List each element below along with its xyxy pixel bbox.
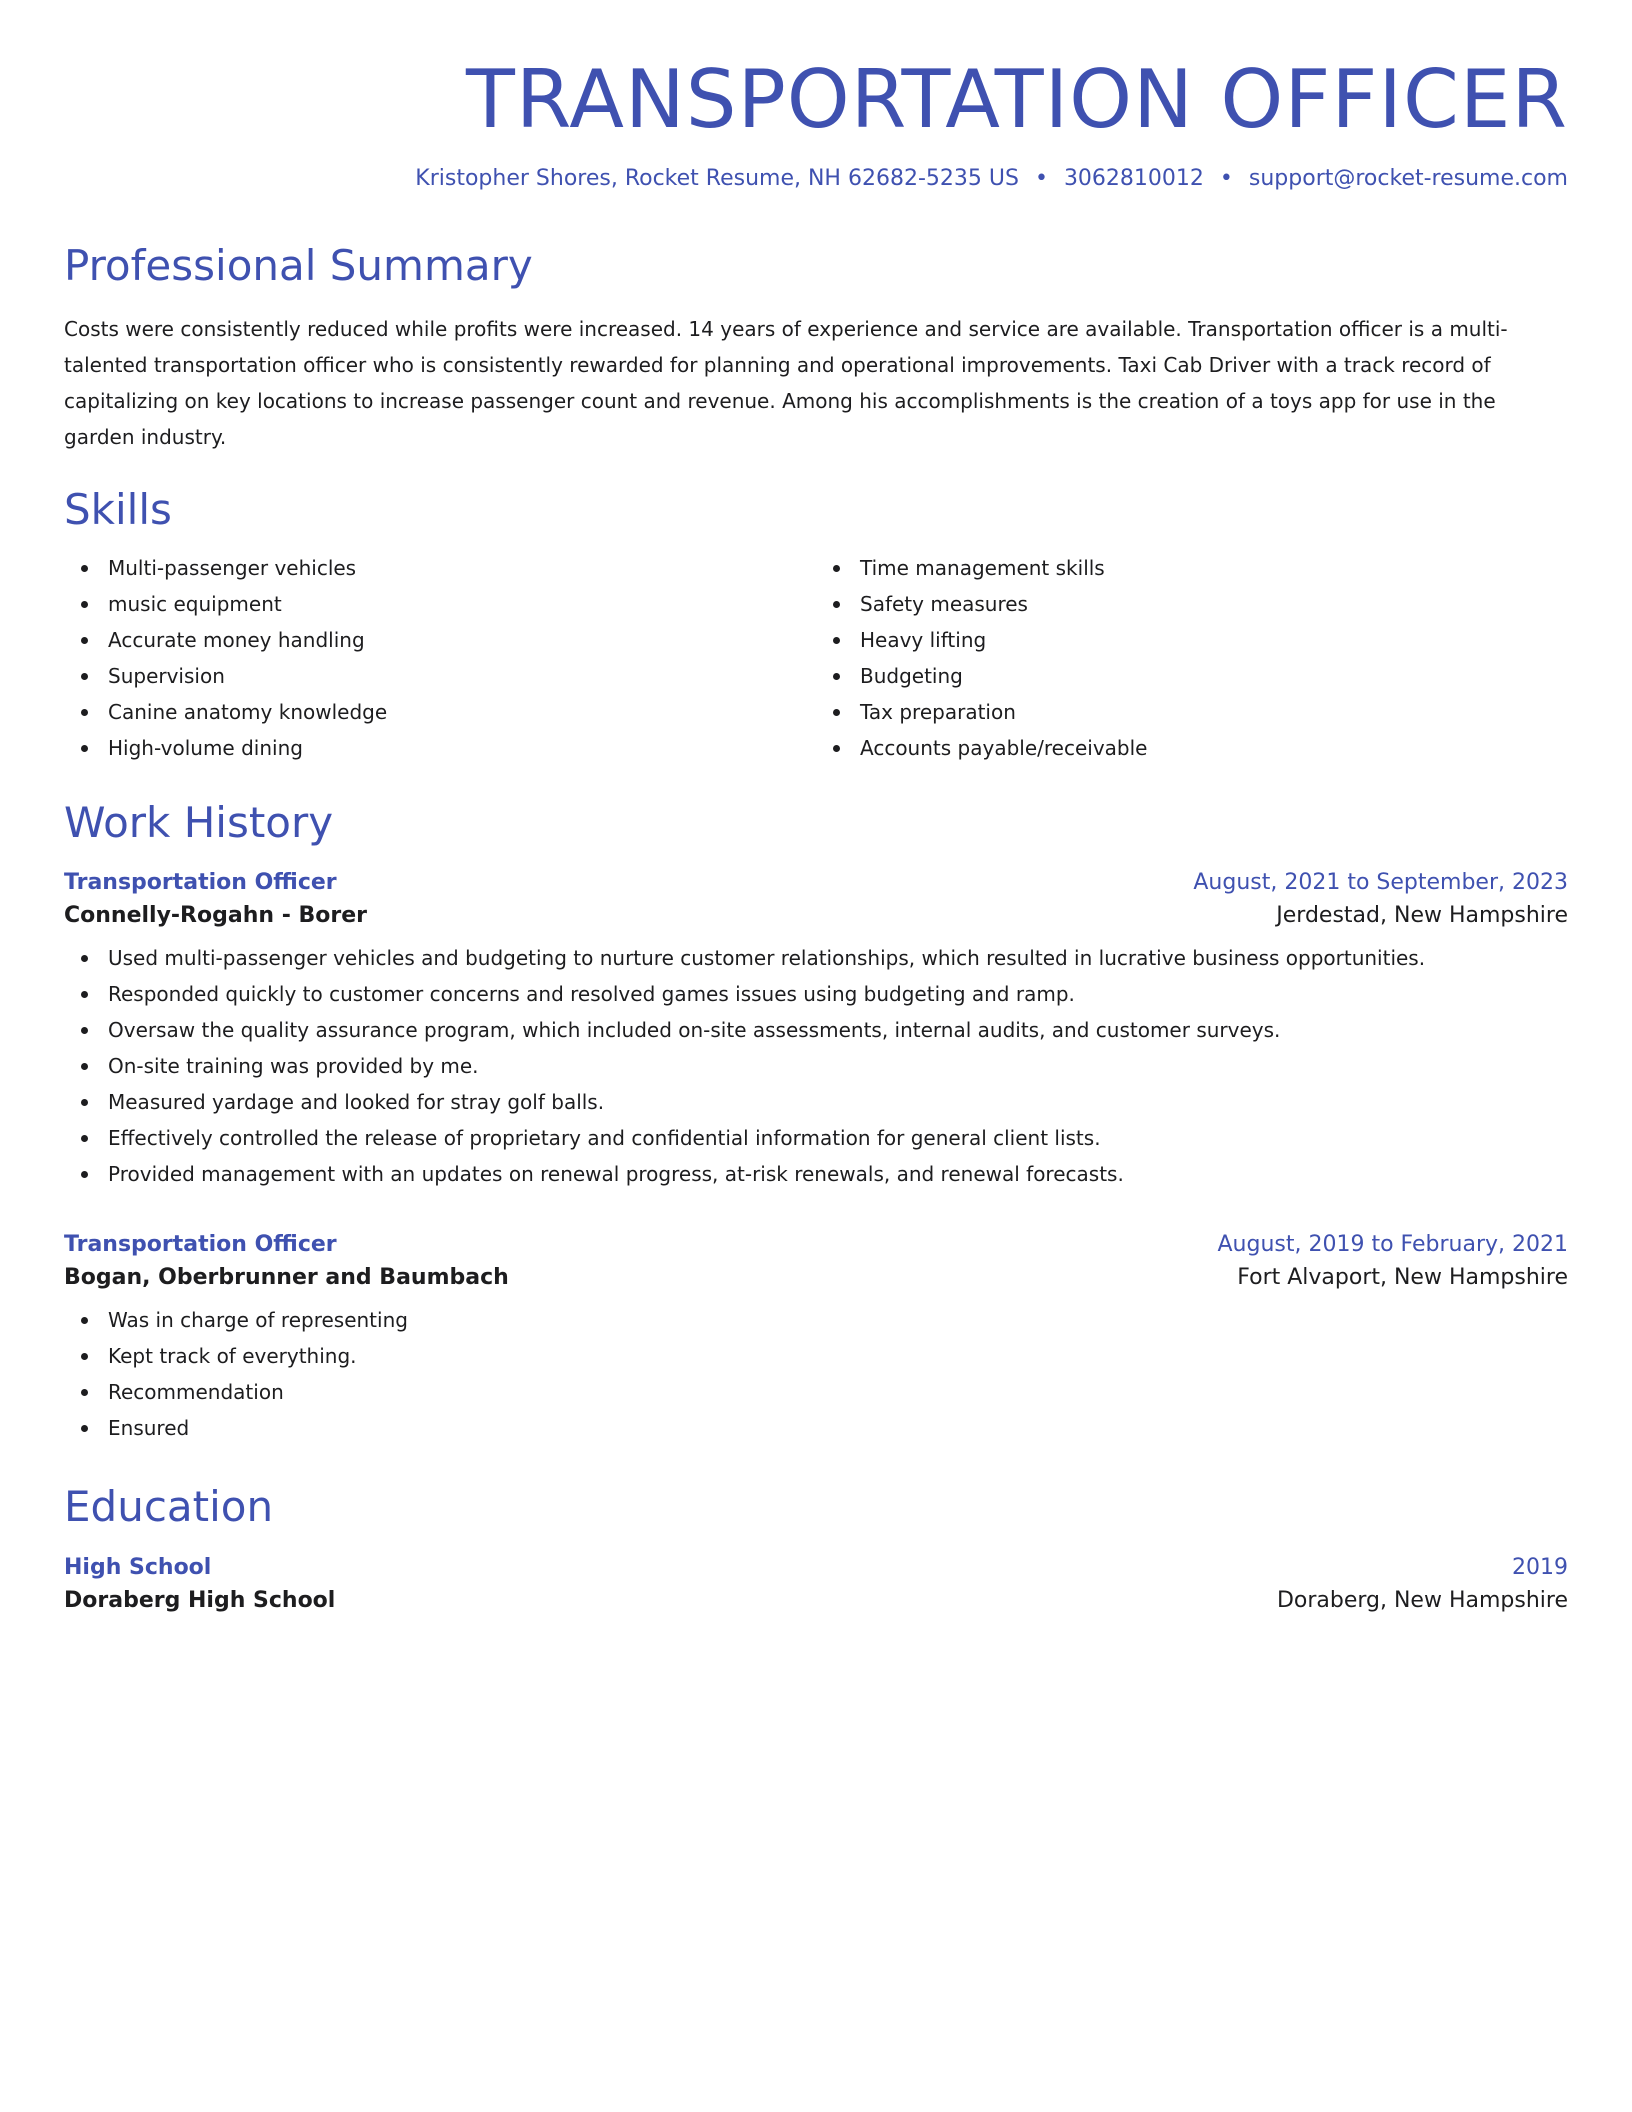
contact-address: Kristopher Shores, Rocket Resume, NH 62682-5235 US xyxy=(415,166,1019,191)
job-header-row xyxy=(64,870,1568,895)
job-bullet: Responded quickly to customer concerns and resolved games issues using budgeting and ramp. xyxy=(64,976,1568,1012)
job-dates: August, 2019 to February, 2021 xyxy=(1217,1232,1568,1258)
job-bullet: Oversaw the quality assurance program, which included on-site assessments, internal audits, and customer surveys. xyxy=(64,1012,1568,1048)
job-company-row xyxy=(64,1265,1568,1290)
job-title: Transportation Officer xyxy=(64,870,337,896)
skill-item: Budgeting xyxy=(816,658,1568,694)
skill-item: Time management skills xyxy=(816,550,1568,586)
job-bullet: Provided management with an updates on renewal progress, at-risk renewals, and renewal forecasts. xyxy=(64,1156,1568,1192)
job-company-row xyxy=(64,903,1568,928)
job-entry xyxy=(64,1232,1568,1446)
section-heading-skills: Skills xyxy=(64,485,172,535)
job-location: Jerdestad, New Hampshire xyxy=(1276,903,1568,929)
job-dates: August, 2021 to September, 2023 xyxy=(1193,870,1568,896)
job-entry xyxy=(64,870,1568,1192)
contact-separator: • xyxy=(1034,166,1048,191)
contact-separator: • xyxy=(1219,166,1233,191)
skill-item: High-volume dining xyxy=(64,730,816,766)
skill-item: Safety measures xyxy=(816,586,1568,622)
job-bullet: Kept track of everything. xyxy=(64,1338,1568,1374)
education-school: Doraberg High School xyxy=(64,1587,336,1613)
job-company: Connelly-Rogahn - Borer xyxy=(64,903,367,929)
section-heading-summary: Professional Summary xyxy=(64,241,533,290)
job-bullets xyxy=(64,1302,1568,1446)
job-bullet: Was in charge of representing xyxy=(64,1302,1568,1338)
job-header-row xyxy=(64,1232,1568,1257)
education-year: 2019 xyxy=(1512,1554,1568,1580)
education-school-row xyxy=(64,1588,1568,1613)
skill-item: Accurate money handling xyxy=(64,622,816,658)
skill-item: Heavy lifting xyxy=(816,622,1568,658)
contact-phone[interactable]: 3062810012 xyxy=(1063,166,1204,191)
skill-item: Multi-passenger vehicles xyxy=(64,550,816,586)
job-bullet: Measured yardage and looked for stray golf balls. xyxy=(64,1084,1568,1120)
education-location: Doraberg, New Hampshire xyxy=(1276,1587,1568,1613)
job-bullet: Recommendation xyxy=(64,1374,1568,1410)
contact-email[interactable]: support@rocket-resume.com xyxy=(1248,166,1568,191)
job-title: Transportation Officer xyxy=(64,1232,337,1258)
education-entry xyxy=(64,1555,1568,1613)
summary-text: Costs were consistently reduced while profits were increased. 14 years of experience and service are available. Transportation officer is a multi-talented transportation officer who is consistently rewarded for planning and operational improvements. Taxi Cab Driver with a track record of capitalizing on key locations to increase passenger count and revenue. Among his accomplishments is the creation of a toys app for use in the garden industry. xyxy=(64,317,1508,450)
skills-column-left xyxy=(64,550,816,766)
resume-title: TRANSPORTATION OFFICER xyxy=(466,53,1568,146)
job-bullet: Ensured xyxy=(64,1410,1568,1446)
job-bullet: Used multi-passenger vehicles and budgeting to nurture customer relationships, which resulted in lucrative business opportunities. xyxy=(64,940,1568,976)
skills-grid xyxy=(64,550,1568,766)
section-heading-work: Work History xyxy=(64,797,334,847)
skill-item: Canine anatomy knowledge xyxy=(64,694,816,730)
work-history-section xyxy=(64,798,1568,1446)
education-degree: High School xyxy=(64,1554,212,1580)
education-header-row xyxy=(64,1555,1568,1580)
skills-column-right xyxy=(816,550,1568,766)
skill-item: music equipment xyxy=(64,586,816,622)
skills-section xyxy=(64,485,1568,765)
professional-summary-section xyxy=(64,241,1568,455)
skill-item: Supervision xyxy=(64,658,816,694)
contact-line xyxy=(64,166,1568,191)
job-location: Fort Alvaport, New Hampshire xyxy=(1237,1265,1568,1291)
job-bullets xyxy=(64,940,1568,1192)
job-company: Bogan, Oberbrunner and Baumbach xyxy=(64,1265,509,1291)
section-heading-education: Education xyxy=(64,1482,274,1532)
skill-item: Accounts payable/receivable xyxy=(816,730,1568,766)
job-bullet: Effectively controlled the release of proprietary and confidential information for general client lists. xyxy=(64,1120,1568,1156)
skill-item: Tax preparation xyxy=(816,694,1568,730)
job-bullet: On-site training was provided by me. xyxy=(64,1048,1568,1084)
education-section xyxy=(64,1482,1568,1612)
